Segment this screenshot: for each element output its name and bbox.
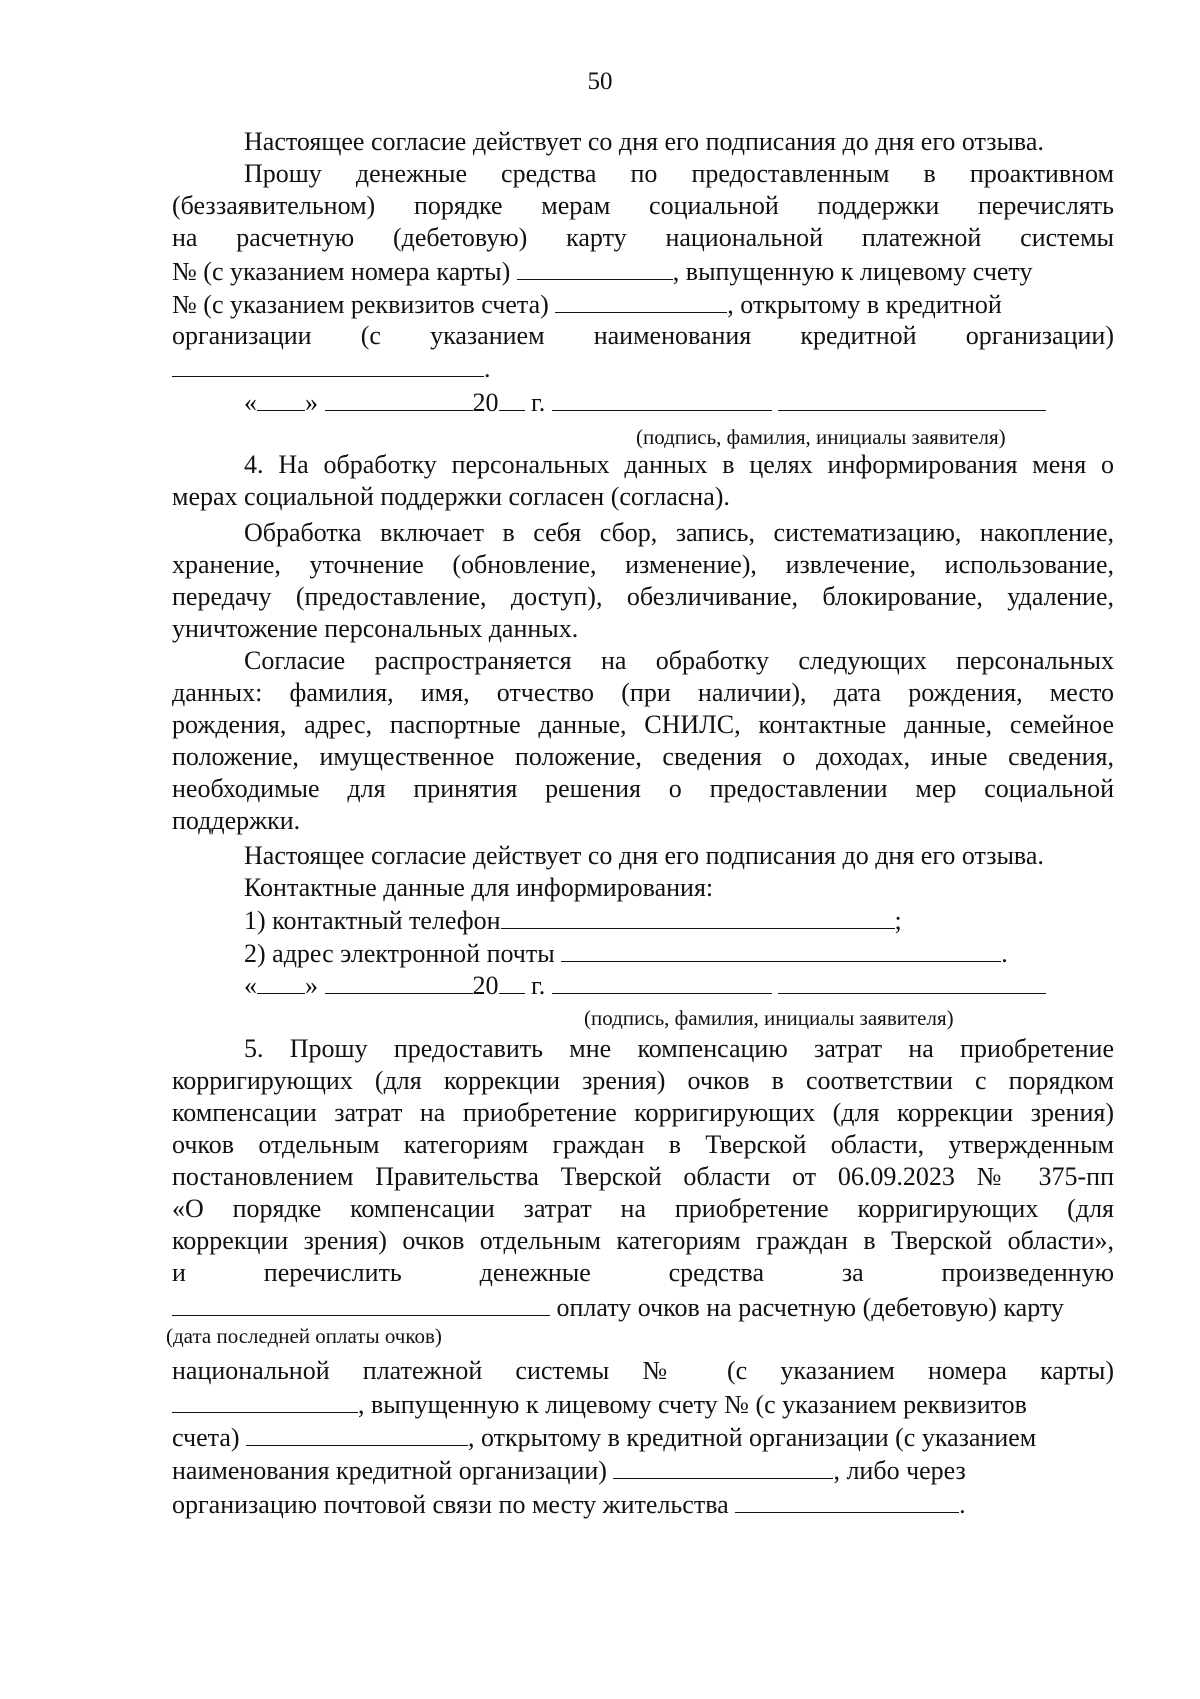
card-number-suffix: , выпущенную к лицевому счету [672, 257, 1033, 286]
paragraph-line: 5. Прошу предоставить мне компенсацию затрат на приобретение [244, 1034, 1114, 1063]
phone-label: 1) контактный телефон [244, 906, 501, 935]
email-end: . [1001, 939, 1008, 968]
account-label: № (с указанием реквизитов счета) [172, 290, 549, 319]
account-label: счета) [172, 1423, 240, 1452]
paragraph-line: (беззаявительном) порядке мерам социальной поддержки перечислять [172, 191, 1114, 220]
paragraph-line: национальной платежной системы № (с указанием номера карты) [172, 1356, 1114, 1385]
consent-validity-line: Настоящее согласие действует со дня его подписания до дня его отзыва. [244, 127, 1044, 156]
paragraph-line: Прошу денежные средства по предоставленным в проактивном [244, 159, 1114, 188]
bank-name-blank[interactable] [613, 1454, 833, 1479]
card-number-blank[interactable] [172, 1388, 358, 1413]
email-blank[interactable] [561, 937, 1001, 962]
paragraph-line: очков отдельным категориям граждан в Тверской области, утвержденным [172, 1130, 1114, 1159]
paragraph-line: Обработка включает в себя сбор, запись, систематизацию, накопление, [244, 518, 1114, 547]
card-account-line [172, 1388, 1114, 1421]
paragraph-line: данных: фамилия, имя, отчество (при наличии), дата рождения, место [172, 678, 1114, 707]
paragraph-line: постановлением Правительства Тверской области от 06.09.2023 № 375-пп [172, 1162, 1114, 1191]
quote-close: » [305, 388, 318, 417]
date-signature-line [244, 386, 1114, 419]
account-bank-line [172, 1421, 1114, 1454]
phone-line [244, 904, 1114, 937]
paragraph-line: передачу (предоставление, доступ), обезличивание, блокирование, удаление, [172, 582, 1114, 611]
year-suffix: г. [531, 388, 546, 417]
paragraph-line: положение, имущественное положение, сведения о доходах, иные сведения, [172, 742, 1114, 771]
bank-name-suffix: , либо через [833, 1456, 966, 1485]
paragraph-line: мерах социальной поддержки согласен (согласна). [172, 482, 730, 511]
consent-validity-line: Настоящее согласие действует со дня его подписания до дня его отзыва. [244, 841, 1044, 870]
card-number-line [172, 255, 1114, 288]
paragraph-line: «О порядке компенсации затрат на приобретение корригирующих (для [172, 1194, 1114, 1223]
contacts-heading: Контактные данные для информирования: [244, 873, 714, 902]
email-label: 2) адрес электронной почты [244, 939, 555, 968]
paragraph-line: хранение, уточнение (обновление, изменение), извлечение, использование, [172, 550, 1114, 579]
quote-open: « [244, 971, 257, 1000]
paragraph-line: уничтожение персональных данных. [172, 614, 579, 643]
paragraph-line: рождения, адрес, паспортные данные, СНИЛС, контактные данные, семейное [172, 710, 1114, 739]
day-blank[interactable] [257, 969, 305, 994]
signature-blank[interactable] [552, 386, 772, 411]
page-number: 50 [587, 68, 613, 95]
bank-name-blank[interactable] [172, 352, 484, 377]
quote-open: « [244, 388, 257, 417]
paragraph-line: коррекции зрения) очков отдельным категориям граждан в Тверской области», [172, 1226, 1114, 1255]
date-signature-line [244, 969, 1114, 1002]
phone-blank[interactable] [501, 904, 895, 929]
payment-date-line [172, 1291, 1114, 1324]
account-suffix: , открытому в кредитной организации (с указанием [468, 1423, 1037, 1452]
payment-date-caption: (дата последней оплаты очков) [166, 1324, 442, 1348]
month-blank[interactable] [325, 386, 473, 411]
post-office-blank[interactable] [735, 1488, 959, 1513]
account-suffix: , открытому в кредитной [727, 290, 1002, 319]
payment-date-blank[interactable] [172, 1291, 550, 1316]
paragraph-line: Согласие распространяется на обработку следующих персональных [244, 646, 1114, 675]
year-prefix: 20 [472, 388, 499, 417]
bank-name-line [172, 1454, 1114, 1487]
card-number-blank[interactable] [517, 255, 673, 280]
paragraph-line: организации (с указанием наименования кредитной организации) [172, 321, 1114, 350]
signature-blank[interactable] [552, 969, 772, 994]
paragraph-line: поддержки. [172, 806, 301, 835]
paragraph-line: и перечислить денежные средства за произведенную [172, 1258, 1114, 1287]
account-blank[interactable] [246, 1421, 468, 1446]
year-blank[interactable] [499, 969, 525, 994]
account-line [172, 288, 1114, 321]
account-blank[interactable] [555, 288, 727, 313]
paragraph-line: компенсации затрат на приобретение корригирующих (для коррекции зрения) [172, 1098, 1114, 1127]
card-account-suffix: , выпущенную к лицевому счету № (с указанием реквизитов [358, 1390, 1027, 1419]
card-number-label: № (с указанием номера карты) [172, 257, 511, 286]
month-blank[interactable] [325, 969, 473, 994]
phone-end: ; [894, 906, 902, 935]
paragraph-line: корригирующих (для коррекции зрения) очков в соответствии с порядком [172, 1066, 1114, 1095]
year-prefix: 20 [472, 971, 499, 1000]
paragraph-line: на расчетную (дебетовую) карту национальной платежной системы [172, 223, 1114, 252]
year-blank[interactable] [499, 386, 525, 411]
paragraph-line: необходимые для принятия решения о предоставлении мер социальной [172, 774, 1114, 803]
post-office-end: . [959, 1490, 966, 1519]
post-office-label: организацию почтовой связи по месту жительства [172, 1490, 729, 1519]
name-blank[interactable] [778, 386, 1046, 411]
name-blank[interactable] [778, 969, 1046, 994]
signature-caption: (подпись, фамилия, инициалы заявителя) [584, 1006, 954, 1030]
year-suffix: г. [531, 971, 546, 1000]
day-blank[interactable] [257, 386, 305, 411]
paragraph-line: 4. На обработку персональных данных в целях информирования меня о [244, 450, 1114, 479]
bank-name-label: наименования кредитной организации) [172, 1456, 607, 1485]
bank-name-line [172, 352, 1114, 385]
payment-date-suffix: оплату очков на расчетную (дебетовую) карту [556, 1293, 1064, 1322]
signature-caption: (подпись, фамилия, инициалы заявителя) [636, 425, 1006, 449]
post-office-line [172, 1488, 1114, 1521]
bank-name-end: . [484, 354, 491, 383]
email-line [244, 937, 1114, 970]
quote-close: » [305, 971, 318, 1000]
